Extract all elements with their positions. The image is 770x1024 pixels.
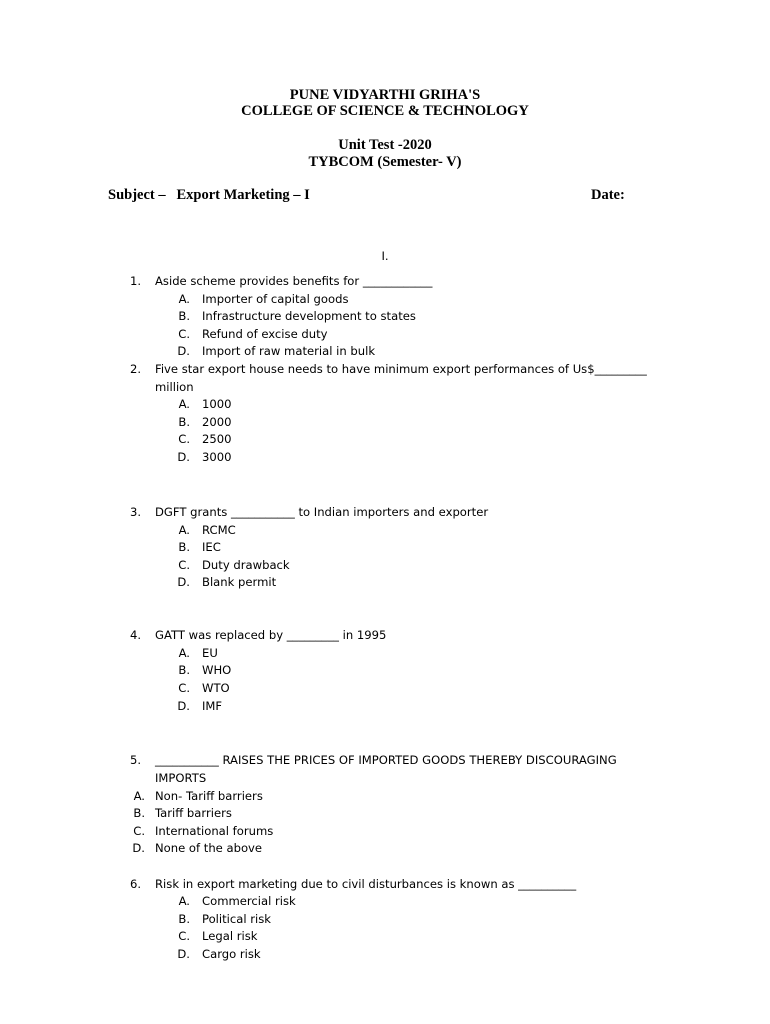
option-letter: B. <box>178 663 190 677</box>
question-text: DGFT grants ___________ to Indian importers and exporter <box>155 505 489 519</box>
option-letter: D. <box>177 575 190 589</box>
option-text: IEC <box>202 540 221 554</box>
option-letter: A. <box>178 646 190 660</box>
question-text: Risk in export marketing due to civil disturbances is known as __________ <box>155 877 577 891</box>
option-text: WTO <box>202 681 230 695</box>
question-text: GATT was replaced by _________ in 1995 <box>155 628 387 642</box>
option-letter: A. <box>178 523 190 537</box>
option-text: Commercial risk <box>202 894 296 908</box>
option-text: Importer of capital goods <box>202 292 349 306</box>
question-number: 2. <box>129 362 141 376</box>
option-text: International forums <box>155 824 274 838</box>
option-letter: D. <box>132 841 145 855</box>
option-letter: D. <box>177 699 190 713</box>
question-text-continued: IMPORTS <box>155 771 207 785</box>
option-text: Non- Tariff barriers <box>155 789 263 803</box>
option-text: 3000 <box>202 450 232 464</box>
option-text: Cargo risk <box>202 947 261 961</box>
option-letter: B. <box>178 415 190 429</box>
class-name: TYBCOM (Semester- V) <box>308 154 462 170</box>
option-letter: A. <box>133 789 145 803</box>
question-number: 6. <box>129 877 141 891</box>
option-letter: B. <box>133 806 145 820</box>
institution-name: PUNE VIDYARTHI GRIHA'S <box>289 87 481 103</box>
option-text: IMF <box>202 699 223 713</box>
section-label: I. <box>381 249 389 263</box>
option-letter: A. <box>178 397 190 411</box>
option-letter: D. <box>177 947 190 961</box>
test-name: Unit Test -2020 <box>338 137 432 153</box>
option-letter: D. <box>177 450 190 464</box>
option-letter: C. <box>178 929 190 943</box>
option-letter: C. <box>178 327 190 341</box>
question-number: 1. <box>129 274 141 288</box>
question-text-continued: million <box>155 380 194 394</box>
subject-label: Subject – Export Marketing – I <box>108 187 310 203</box>
option-text: Political risk <box>202 912 272 926</box>
option-letter: B. <box>178 540 190 554</box>
option-text: RCMC <box>202 523 236 537</box>
option-text: EU <box>202 646 218 660</box>
option-text: Blank permit <box>202 575 277 589</box>
option-text: Duty drawback <box>202 558 290 572</box>
option-letter: C. <box>178 681 190 695</box>
option-letter: A. <box>178 292 190 306</box>
question-number: 4. <box>129 628 141 642</box>
option-text: Infrastructure development to states <box>202 309 416 323</box>
option-letter: C. <box>178 558 190 572</box>
option-letter: C. <box>178 432 190 446</box>
option-text: 2500 <box>202 432 232 446</box>
option-letter: A. <box>178 894 190 908</box>
question-number: 5. <box>129 753 141 767</box>
college-name: COLLEGE OF SCIENCE & TECHNOLOGY <box>241 103 529 119</box>
option-text: WHO <box>202 663 232 677</box>
option-text: 2000 <box>202 415 232 429</box>
question-text: Aside scheme provides benefits for ____________ <box>155 274 433 288</box>
option-text: 1000 <box>202 397 232 411</box>
question-text: Five star export house needs to have minimum export performances of Us$_________ <box>155 362 647 376</box>
date-label: Date: <box>591 187 625 203</box>
option-letter: C. <box>133 824 145 838</box>
option-letter: B. <box>178 309 190 323</box>
question-text: ___________ RAISES THE PRICES OF IMPORTED GOODS THEREBY DISCOURAGING <box>155 753 617 767</box>
option-text: Refund of excise duty <box>202 327 328 341</box>
option-letter: D. <box>177 344 190 358</box>
option-letter: B. <box>178 912 190 926</box>
option-text: Import of raw material in bulk <box>202 344 376 358</box>
option-text: None of the above <box>155 841 263 855</box>
question-number: 3. <box>129 505 141 519</box>
option-text: Tariff barriers <box>155 806 232 820</box>
option-text: Legal risk <box>202 929 258 943</box>
